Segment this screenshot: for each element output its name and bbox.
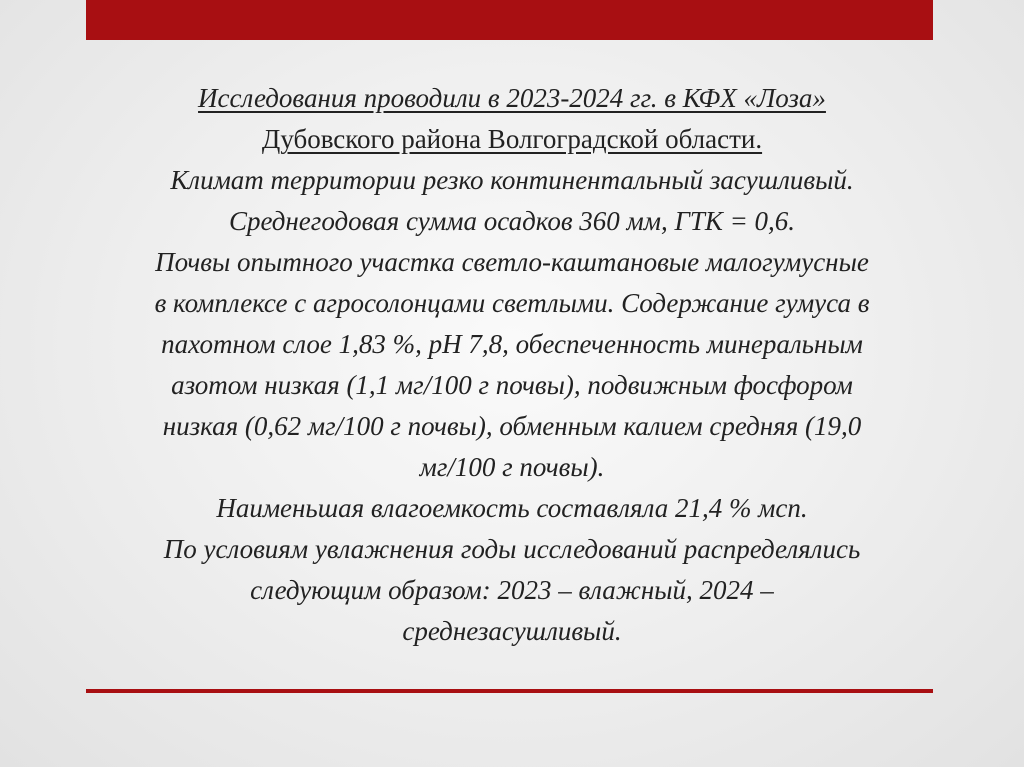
text-line: следующим образом: 2023 – влажный, 2024 – [250, 575, 774, 605]
text-line: азотом низкая (1,1 мг/100 г почвы), подвижным фосфором [171, 370, 853, 400]
text-line: Наименьшая влагоемкость составляла 21,4 % мсп. [216, 493, 808, 523]
top-accent-bar [86, 0, 933, 40]
text-line: Среднегодовая сумма осадков 360 мм, ГТК = 0,6. [228, 206, 796, 236]
text-line: Исследования проводили в 2023-2024 гг. в КФХ «Лоза» [198, 83, 826, 113]
slide-body-text [40, 78, 984, 652]
text-line: По условиям увлажнения годы исследований распределялись [163, 534, 861, 564]
bottom-divider-line [86, 689, 933, 693]
text-line: Климат территории резко континентальный засушливый. [170, 165, 854, 195]
text-line: Дубовского района Волгоградской области. [261, 124, 763, 154]
text-line: пахотном слое 1,83 %, pH 7,8, обеспеченность минеральным [161, 329, 863, 359]
text-line: мг/100 г почвы). [419, 452, 605, 482]
text-line: низкая (0,62 мг/100 г почвы), обменным калием средняя (19,0 [162, 411, 862, 441]
text-line: Почвы опытного участка светло-каштановые малогумусные [155, 247, 869, 277]
text-line: в комплексе с агросолонцами светлыми. Содержание гумуса в [154, 288, 870, 318]
text-line: среднезасушливый. [402, 616, 622, 646]
